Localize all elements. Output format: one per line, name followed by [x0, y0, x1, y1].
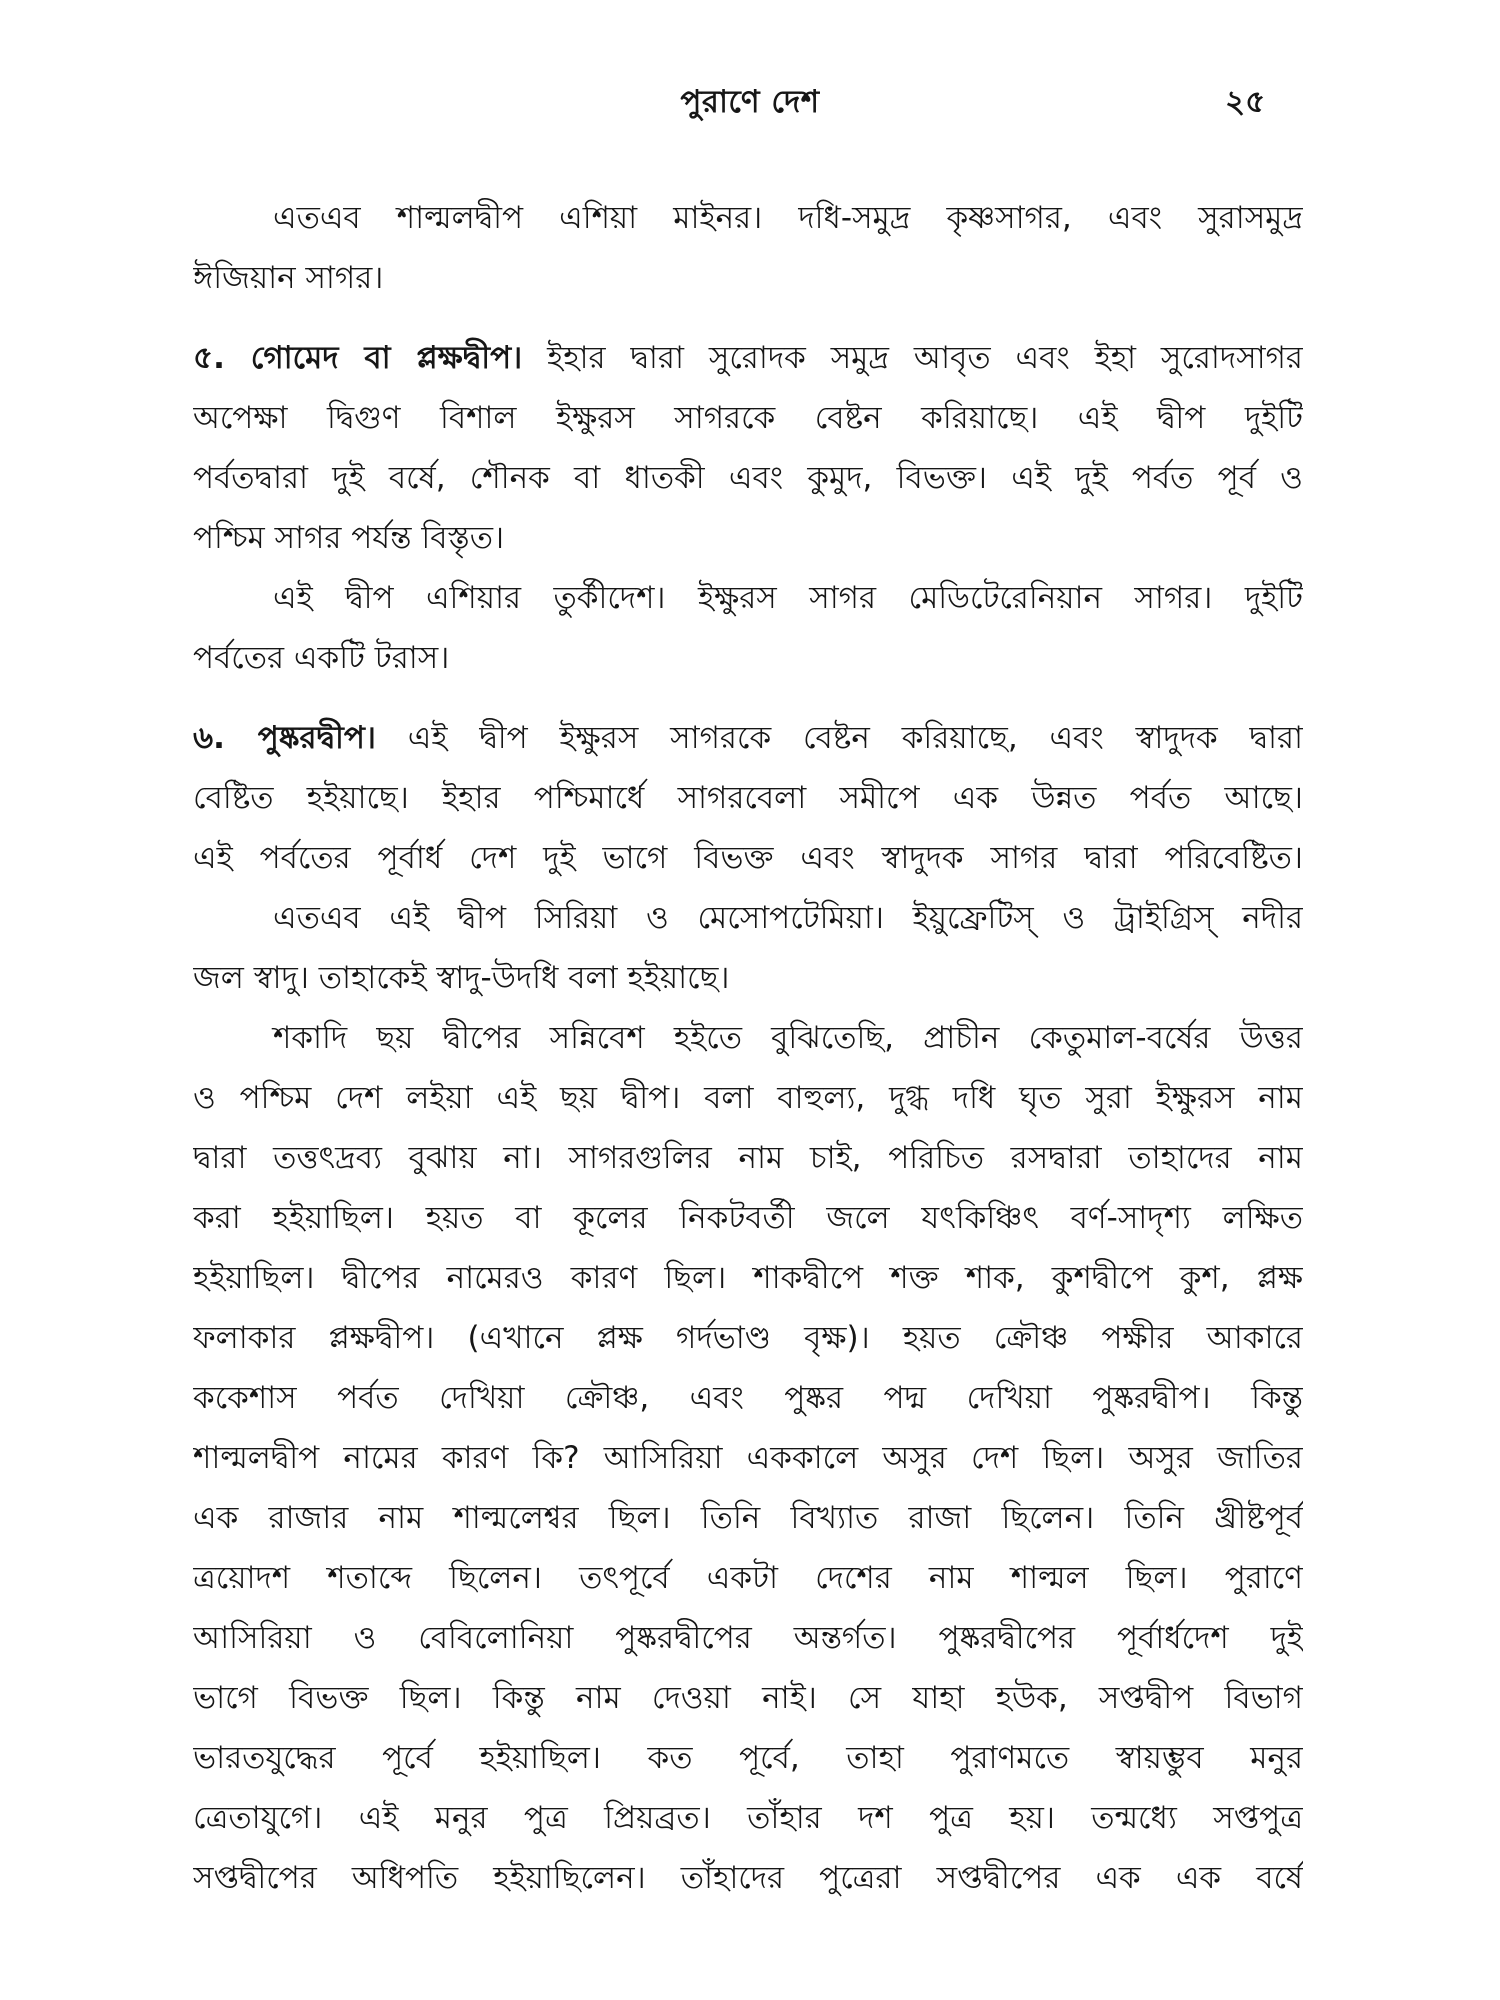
- text-run: ইহার দ্বারা সুরোদক সমুদ্র আবৃত এবং ইহা সুরোদসাগর: [522, 340, 1303, 376]
- text-run: এই দ্বীপ ইক্ষুরস সাগরকে বেষ্টন করিয়াছে, এবং স্বাদুদক দ্বারা: [375, 720, 1303, 756]
- paragraph-gap: [193, 308, 1303, 328]
- text-line: দ্বারা তত্তৎদ্রব্য বুঝায় না। সাগরগুলির নাম চাই, পরিচিত রসদ্বারা তাহাদের নাম: [193, 1140, 1303, 1176]
- text-line: এই দ্বীপ এশিয়ার তুর্কীদেশ। ইক্ষুরস সাগর মেডিটেরেনিয়ান সাগর। দুইটি: [273, 580, 1303, 616]
- text-line: ভাগে বিভক্ত ছিল। কিন্তু নাম দেওয়া নাই। সে যাহা হউক, সপ্তদ্বীপ বিভাগ: [193, 1680, 1303, 1716]
- text-line: পশ্চিম সাগর পর্যন্ত বিস্তৃত।: [193, 520, 505, 556]
- text-line: ও পশ্চিম দেশ লইয়া এই ছয় দ্বীপ। বলা বাহুল্য, দুগ্ধ দধি ঘৃত সুরা ইক্ষুরস নাম: [193, 1080, 1303, 1116]
- text-line: হইয়াছিল। দ্বীপের নামেরও কারণ ছিল। শাকদ্বীপে শক্ত শাক, কুশদ্বীপে কুশ, প্লক্ষ: [193, 1260, 1303, 1296]
- text-line: শকাদি ছয় দ্বীপের সন্নিবেশ হইতে বুঝিতেছি, প্রাচীন কেতুমাল-বর্ষের উত্তর: [273, 1020, 1303, 1056]
- text-line: অপেক্ষা দ্বিগুণ বিশাল ইক্ষুরস সাগরকে বেষ্টন করিয়াছে। এই দ্বীপ দুইটি: [193, 400, 1303, 436]
- text-line: এতএব শাল্মলদ্বীপ এশিয়া মাইনর। দধি-সমুদ্র কৃষ্ণসাগর, এবং সুরাসমুদ্র: [273, 200, 1303, 236]
- text-line: শাল্মলদ্বীপ নামের কারণ কি? আসিরিয়া এককালে অসুর দেশ ছিল। অসুর জাতির: [193, 1440, 1303, 1476]
- section-heading-pushkar: ৬. পুষ্করদ্বীপ।: [193, 720, 376, 756]
- text-line: ককেশাস পর্বত দেখিয়া ক্রৌঞ্চ, এবং পুষ্কর পদ্ম দেখিয়া পুষ্করদ্বীপ। কিন্তু: [193, 1380, 1303, 1416]
- text-line: [193, 708, 1303, 768]
- text-line: [193, 328, 1303, 388]
- paragraph-gap: [193, 688, 1303, 708]
- text-line: পর্বতের একটি টরাস।: [193, 640, 450, 676]
- page-number: ২৫: [1225, 84, 1266, 120]
- text-line: ফলাকার প্লক্ষদ্বীপ। (এখানে প্লক্ষ গর্দভাণ্ড বৃক্ষ)। হয়ত ক্রৌঞ্চ পক্ষীর আকারে: [193, 1320, 1303, 1356]
- section-heading-gomed: ৫. গোমেদ বা প্লক্ষদ্বীপ।: [193, 340, 523, 376]
- text-line: ভারতযুদ্ধের পূর্বে হইয়াছিল। কত পূর্বে, তাহা পুরাণমতে স্বায়ম্ভুব মনুর: [193, 1740, 1303, 1776]
- text-line: এক রাজার নাম শাল্মলেশ্বর ছিল। তিনি বিখ্যাত রাজা ছিলেন। তিনি খ্রীষ্টপূর্ব: [193, 1500, 1303, 1536]
- text-line: ত্রয়োদশ শতাব্দে ছিলেন। তৎপূর্বে একটা দেশের নাম শাল্মল ছিল। পুরাণে: [193, 1560, 1303, 1596]
- body-text: [193, 188, 1303, 1908]
- running-header-title: পুরাণে দেশ: [680, 84, 820, 120]
- text-line: এতএব এই দ্বীপ সিরিয়া ও মেসোপটেমিয়া। ইয়ুফ্রেটিস্ ও ট্রাইগ্রিস্ নদীর: [273, 900, 1303, 936]
- text-line: এই পর্বতের পূর্বার্ধ দেশ দুই ভাগে বিভক্ত এবং স্বাদুদক সাগর দ্বারা পরিবেষ্টিত।: [193, 840, 1303, 876]
- text-line: ত্রেতাযুগে। এই মনুর পুত্র প্রিয়ব্রত। তাঁহার দশ পুত্র হয়। তন্মধ্যে সপ্তপুত্র: [193, 1800, 1303, 1836]
- text-line: সপ্তদ্বীপের অধিপতি হইয়াছিলেন। তাঁহাদের পুত্রেরা সপ্তদ্বীপের এক এক বর্ষে: [193, 1860, 1303, 1896]
- text-line: বেষ্টিত হইয়াছে। ইহার পশ্চিমার্ধে সাগরবেলা সমীপে এক উন্নত পর্বত আছে।: [193, 780, 1303, 816]
- text-line: ঈজিয়ান সাগর।: [193, 260, 384, 296]
- text-line: করা হইয়াছিল। হয়ত বা কূলের নিকটবর্তী জলে যৎকিঞ্চিৎ বর্ণ-সাদৃশ্য লক্ষিত: [193, 1200, 1303, 1236]
- text-line: জল স্বাদু। তাহাকেই স্বাদু-উদধি বলা হইয়াছে।: [193, 960, 730, 996]
- text-line: আসিরিয়া ও বেবিলোনিয়া পুষ্করদ্বীপের অন্তর্গত। পুষ্করদ্বীপের পূর্বার্ধদেশ দুই: [193, 1620, 1303, 1656]
- text-line: পর্বতদ্বারা দুই বর্ষে, শৌনক বা ধাতকী এবং কুমুদ, বিভক্ত। এই দুই পর্বত পূর্ব ও: [193, 460, 1303, 496]
